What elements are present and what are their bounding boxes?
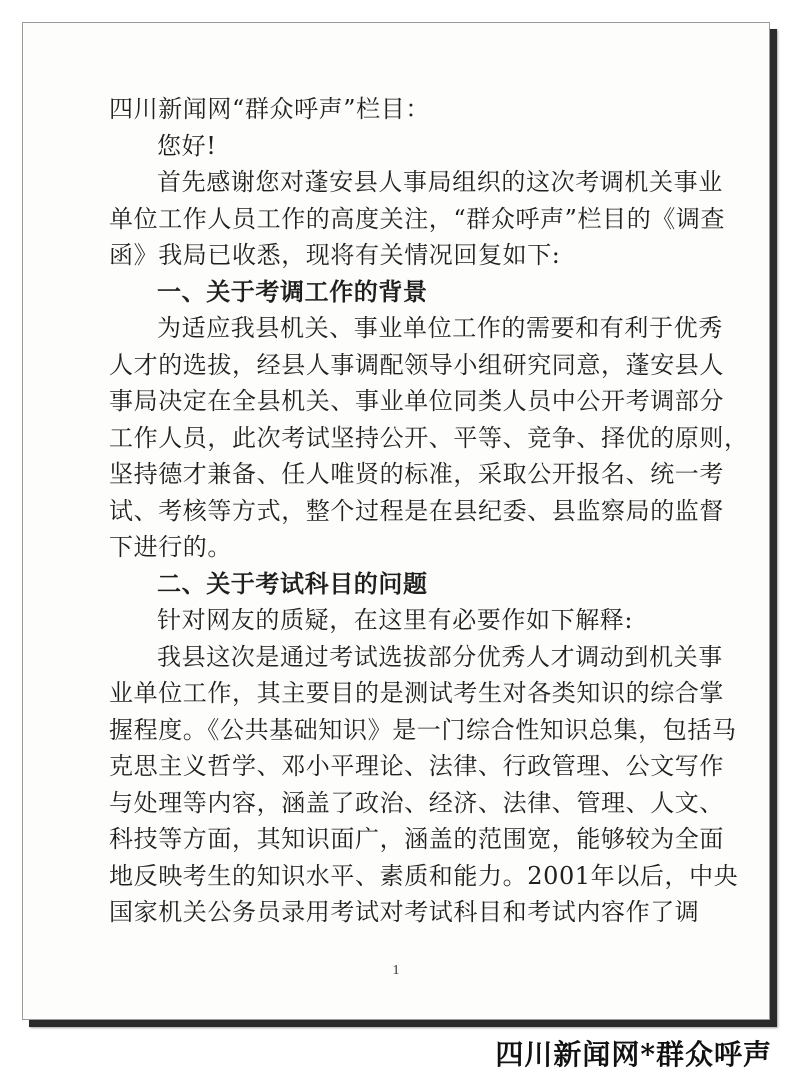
- salutation-addressee: 四川新闻网“群众呼声”栏目：: [109, 95, 430, 123]
- letter-line: 科技等方面，其知识面广，涵盖的范围宽，能够较为全面: [109, 825, 724, 853]
- letter-line: 事局决定在全县机关、事业单位同类人员中公开考调部分: [109, 387, 724, 415]
- letter-line: 国家机关公务员录用考试对考试科目和考试内容作了调: [109, 898, 700, 926]
- letter-line: 函》我局已收悉，现将有关情况回复如下:: [109, 241, 561, 269]
- letter-body: [109, 91, 749, 931]
- letter-line: 业单位工作，其主要目的是测试考生对各类知识的综合掌: [109, 679, 724, 707]
- scanned-letter-page: [22, 22, 770, 1020]
- letter-line: 我县这次是通过考试选拔部分优秀人才调动到机关事: [157, 642, 723, 671]
- section-heading: 二、关于考试科目的问题: [157, 568, 428, 598]
- letter-line: 克思主义哲学、邓小平理论、法律、行政管理、公文写作: [109, 752, 724, 780]
- letter-line: 与处理等内容，涵盖了政治、经济、法律、管理、人文、: [109, 788, 724, 817]
- letter-line: 试、考核等方式，整个过程是在县纪委、县监察局的监督: [109, 496, 724, 525]
- letter-line: 人才的选拔，经县人事调配领导小组研究同意，蓬安县人: [109, 350, 724, 379]
- letter-line: 针对网友的质疑，在这里有必要作如下解释:: [157, 606, 634, 634]
- letter-line: 单位工作人员工作的高度关注，“群众呼声”栏目的《调查: [109, 204, 726, 233]
- letter-line: 地反映考生的知识水平、素质和能力。2001年以后，中央: [109, 861, 739, 890]
- letter-line: 首先感谢您对蓬安县人事局组织的这次考调机关事业: [157, 168, 723, 196]
- letter-line: 为适应我县机关、事业单位工作的需要和有利于优秀: [157, 314, 723, 342]
- letter-line: 握程度。《公共基础知识》是一门综合性知识总集，包括马: [109, 715, 737, 744]
- letter-line: 您好!: [157, 131, 217, 160]
- letter-line: 工作人员，此次考试坚持公开、平等、竞争、择优的原则，: [109, 423, 749, 452]
- letter-line: 坚持德才兼备、任人唯贤的标准，采取公开报名、统一考: [109, 460, 724, 488]
- letter-line: 下进行的。: [109, 533, 232, 561]
- site-watermark: 四川新闻网*群众呼声: [495, 1038, 772, 1071]
- page-number: 1: [392, 963, 400, 978]
- section-heading: 一、关于考调工作的背景: [157, 276, 428, 306]
